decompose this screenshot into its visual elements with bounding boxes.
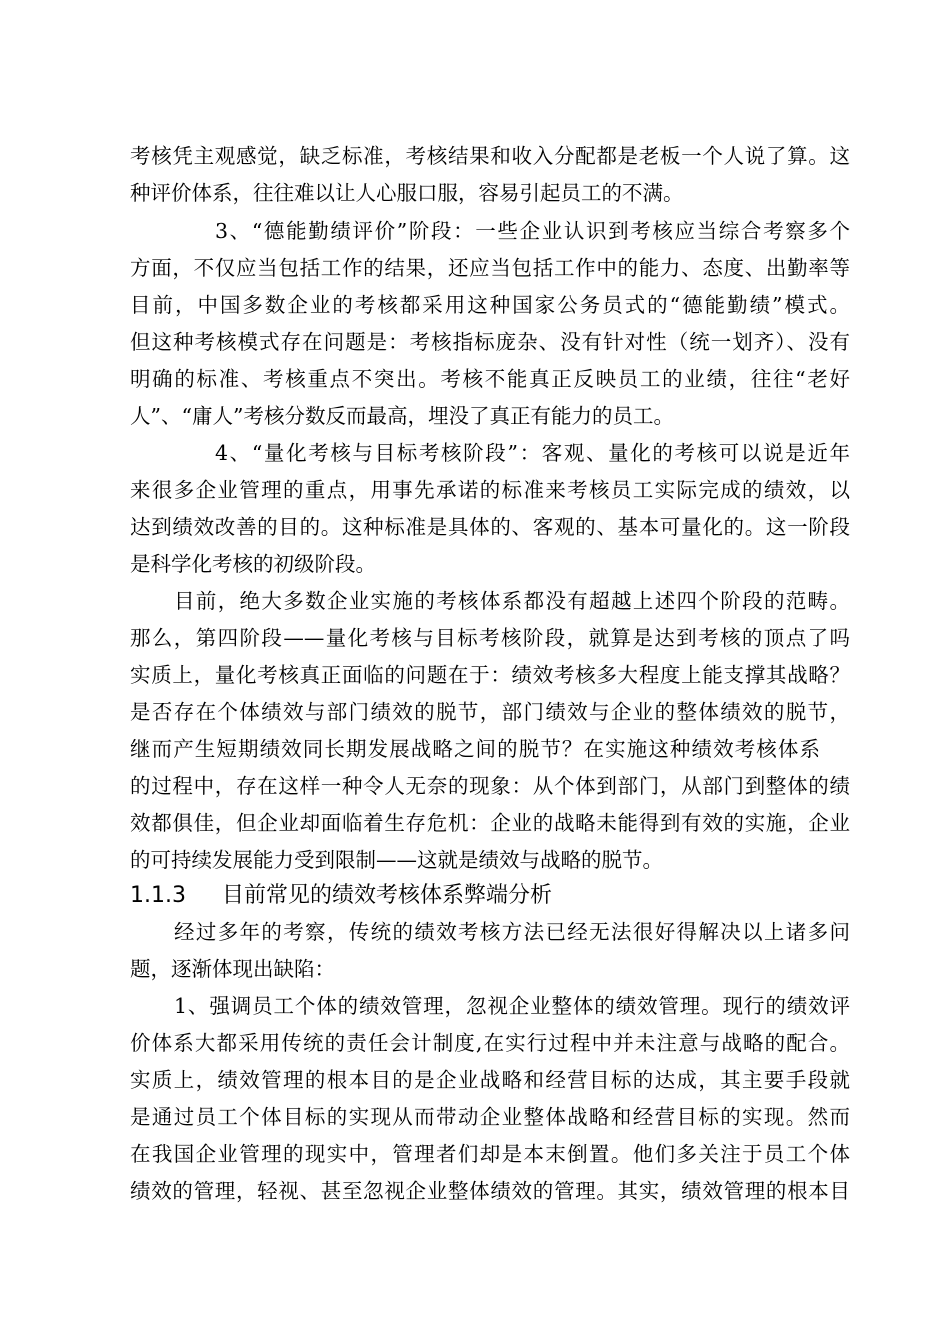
- body-text-line: 在我国企业管理的现实中，管理者们却是本末倒置。他们多关注于员工个体: [130, 1142, 850, 1166]
- body-text-line: 是否存在个体绩效与部门绩效的脱节，部门绩效与企业的整体绩效的脱节，: [130, 700, 850, 724]
- body-text-line: 4、“量化考核与目标考核阶段”：客观、量化的考核可以说是近年: [215, 441, 850, 465]
- body-text-line: 是科学化考核的初级阶段。: [130, 552, 376, 576]
- body-text-line: 效都俱佳，但企业却面临着生存危机：企业的战略未能得到有效的实施，企业: [130, 811, 850, 835]
- section-heading: [130, 877, 850, 914]
- body-text-line: 目前，中国多数企业的考核都采用这种国家公务员式的“德能勤绩”模式。: [130, 293, 850, 317]
- body-text-line: 种评价体系，往往难以让人心服口服，容易引起员工的不满。: [130, 181, 684, 205]
- body-text-line: 继而产生短期绩效同长期发展战略之间的脱节？在实施这种绩效考核体系: [130, 737, 820, 761]
- body-text-line: 实质上，量化考核真正面临的问题在于：绩效考核多大程度上能支撑其战略？: [130, 663, 850, 687]
- body-text-line: 是通过员工个体目标的实现从而带动企业整体战略和经营目标的实现。然而: [130, 1105, 850, 1129]
- body-text-line: 1、强调员工个体的绩效管理，忽视企业整体的绩效管理。现行的绩效评: [174, 994, 850, 1018]
- body-text-line: 来很多企业管理的重点，用事先承诺的标准来考核员工实际完成的绩效，以: [130, 478, 850, 502]
- body-text-line: 经过多年的考察，传统的绩效考核方法已经无法很好得解决以上诸多问: [174, 920, 850, 944]
- body-text-line: 的可持续发展能力受到限制——这就是绩效与战略的脱节。: [130, 848, 663, 872]
- body-text-line: 目前，绝大多数企业实施的考核体系都没有超越上述四个阶段的范畴。: [174, 589, 850, 613]
- body-text-line: 但这种考核模式存在问题是：考核指标庞杂、没有针对性（统一划齐）、没有: [130, 330, 850, 354]
- body-text-line: 达到绩效改善的目的。这种标准是具体的、客观的、基本可量化的。这一阶段: [130, 515, 850, 539]
- body-text-line: 题，逐渐体现出缺陷：: [130, 957, 335, 981]
- body-text-line: 那么，第四阶段——量化考核与目标考核阶段，就算是达到考核的顶点了吗: [130, 626, 850, 650]
- body-text-line: 3、“德能勤绩评价”阶段：一些企业认识到考核应当综合考察多个: [215, 219, 850, 243]
- body-text-line: 实质上，绩效管理的根本目的是企业战略和经营目标的达成，其主要手段就: [130, 1068, 850, 1092]
- body-text-line: 的过程中，存在这样一种令人无奈的现象：从个体到部门，从部门到整体的绩: [130, 774, 850, 798]
- body-text-line: 方面，不仅应当包括工作的结果，还应当包括工作中的能力、态度、出勤率等: [130, 256, 850, 280]
- body-text-line: 价体系大都采用传统的责任会计制度,在实行过程中并未注意与战略的配合。: [130, 1031, 850, 1055]
- body-text-line: 明确的标准、考核重点不突出。考核不能真正反映员工的业绩，往往“老好: [130, 367, 850, 391]
- section-title: 目前常见的绩效考核体系弊端分析: [222, 883, 553, 908]
- body-text-line: 绩效的管理，轻视、甚至忽视企业整体绩效的管理。其实，绩效管理的根本目: [130, 1179, 850, 1203]
- body-text-line: 考核凭主观感觉，缺乏标准，考核结果和收入分配都是老板一个人说了算。这: [130, 144, 850, 168]
- body-text-line: 人”、“庸人”考核分数反而最高，埋没了真正有能力的员工。: [130, 404, 674, 428]
- section-number: 1.1.3: [130, 883, 186, 908]
